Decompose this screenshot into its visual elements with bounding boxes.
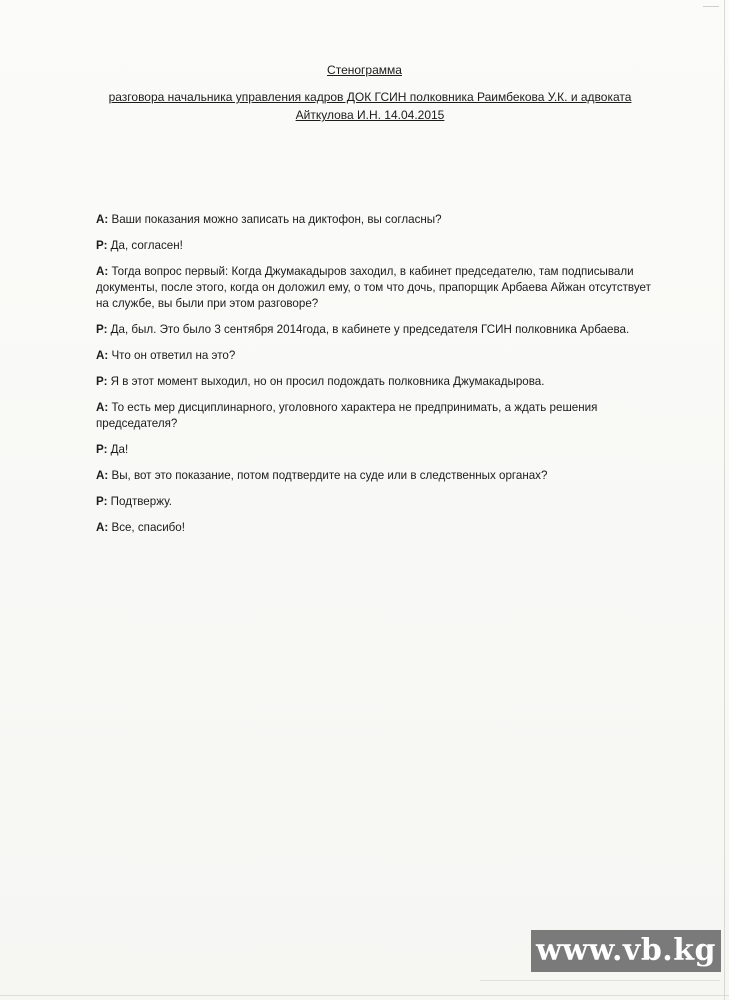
entry-text: То есть мер дисциплинарного, уголовного характера не предпринимать, а ждать решения председателя? bbox=[96, 401, 598, 430]
speaker-label: А: bbox=[96, 401, 109, 414]
entry-text: Подтвержу. bbox=[107, 495, 172, 508]
transcript bbox=[96, 212, 656, 546]
speaker-label: Р: bbox=[96, 495, 108, 508]
page-edge-bottom bbox=[0, 995, 729, 996]
transcript-entry bbox=[96, 322, 656, 338]
entry-text: Я в этот момент выходил, но он просил подождать полковника Джумакадырова. bbox=[107, 375, 545, 388]
transcript-entry bbox=[96, 348, 656, 364]
entry-text: Да! bbox=[107, 443, 129, 456]
entry-text: Все, спасибо! bbox=[108, 521, 185, 534]
transcript-entry bbox=[96, 468, 656, 484]
transcript-entry bbox=[96, 212, 656, 228]
subtitle-line-2: Айткулова И.Н. 14.04.2015 bbox=[295, 108, 445, 122]
transcript-entry bbox=[96, 520, 656, 536]
speaker-label: А: bbox=[96, 265, 109, 278]
speaker-label: А: bbox=[96, 521, 109, 534]
entry-text: Да, был. Это было 3 сентября 2014года, в кабинете у председателя ГСИН полковника Арбаева. bbox=[107, 323, 630, 336]
entry-text: Вы, вот это показание, потом подтвердите на суде или в следственных органах? bbox=[108, 469, 548, 482]
transcript-entry bbox=[96, 264, 656, 312]
transcript-entry bbox=[96, 238, 656, 254]
transcript-entry bbox=[96, 494, 656, 510]
scan-artifact-line bbox=[480, 980, 720, 981]
subtitle-line-1: разговора начальника управления кадров ДОК ГСИН полковника Раимбекова У.К. и адвоката bbox=[108, 90, 632, 104]
transcript-entry bbox=[96, 400, 656, 432]
speaker-label: А: bbox=[96, 469, 109, 482]
site-watermark: www.vb.kg bbox=[531, 930, 721, 972]
speaker-label: Р: bbox=[96, 443, 108, 456]
speaker-label: А: bbox=[96, 213, 109, 226]
transcript-entry bbox=[96, 442, 656, 458]
document-subtitle bbox=[90, 88, 650, 124]
entry-text: Что он ответил на это? bbox=[108, 349, 236, 362]
speaker-label: Р: bbox=[96, 239, 108, 252]
transcript-entry bbox=[96, 374, 656, 390]
entry-text: Ваши показания можно записать на диктофон, вы согласны? bbox=[108, 213, 442, 226]
scan-corner-mark bbox=[703, 6, 719, 17]
document-title: Стенограмма bbox=[327, 63, 402, 77]
speaker-label: А: bbox=[96, 349, 109, 362]
speaker-label: Р: bbox=[96, 375, 108, 388]
entry-text: Да, согласен! bbox=[107, 239, 183, 252]
entry-text: Тогда вопрос первый: Когда Джумакадыров заходил, в кабинет председателю, там подписывали документы, после этого, когда он доложил ему, о том что дочь, прапорщик Арбаева Айжан отсутствует на службе, вы были при этом разговоре? bbox=[96, 265, 651, 310]
page-edge-right bbox=[724, 0, 725, 1000]
speaker-label: Р: bbox=[96, 323, 108, 336]
